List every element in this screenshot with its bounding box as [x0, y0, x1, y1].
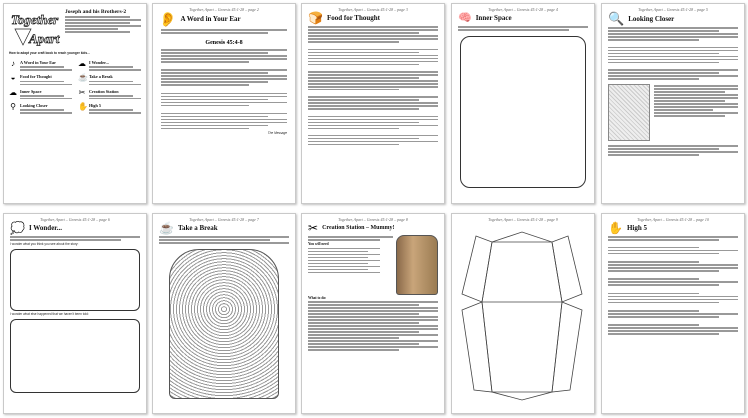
brain-icon: ☁	[9, 87, 17, 97]
passage-title: Genesis 45:4-8	[205, 39, 243, 46]
scissors-icon: ✂	[308, 221, 319, 235]
thought-icon: ☁	[78, 58, 86, 68]
bread-icon: 🍞	[308, 11, 323, 25]
page-title: High 5	[626, 224, 647, 232]
brain-icon: 🧠	[458, 12, 472, 24]
svg-text:Together: Together	[11, 12, 59, 27]
coffin-template	[452, 222, 594, 407]
illustration	[608, 84, 650, 141]
instructions-heading: What to do:	[308, 296, 327, 300]
page-title: Inner Space	[475, 14, 512, 22]
page-1[interactable]	[3, 3, 147, 204]
mummy-photo	[396, 235, 438, 295]
page-8[interactable]: Together, Apart – Genesis 45:1-28 – page 8 ✂ Creation Station – Mummy! You will need What to do:	[301, 213, 445, 414]
break-icon: ☕	[159, 221, 174, 235]
page-10[interactable]: Together, Apart – Genesis 45:1-28 – page 10 ✋ High 5	[601, 213, 745, 414]
wonder-prompt-1: I wonder what you think you see about the story:	[10, 242, 79, 247]
page-6[interactable]: Together, Apart – Genesis 45:1-28 – page 6 💭 I Wonder... I wonder what you think you see about the story: I wonder what else happened that we haven't been told:	[3, 213, 147, 414]
together-apart-logo	[9, 9, 61, 49]
answer-box-2[interactable]	[10, 319, 140, 393]
page-title: Joseph and his Brothers-2	[65, 9, 127, 15]
page-2[interactable]: Together, Apart – Genesis 45:1-28 – page 2 👂 A Word in Your Ear Genesis 45:4-8 The Message	[152, 3, 296, 204]
translation-credit: The Message	[267, 131, 287, 136]
adapt-intro: How to adapt your craft book to reach younger kids...	[9, 51, 90, 55]
toc-item: ☁ I Wonder...	[78, 60, 141, 72]
toc-item: ✋ High 5	[78, 103, 141, 115]
toc-item: ☕ Take a Break	[78, 74, 141, 86]
page-7[interactable]: Together, Apart – Genesis 45:1-28 – page 7 ☕ Take a Break	[152, 213, 296, 414]
toc-item: ✂ Creation Station	[78, 89, 141, 101]
toc-item: ♪ A Word in Your Ear	[9, 60, 72, 72]
wonder-prompt-2: I wonder what else happened that we haven't been told:	[10, 312, 89, 317]
thought-icon: 💭	[10, 221, 25, 235]
drawing-box[interactable]	[460, 36, 586, 188]
hand-icon: ✋	[78, 101, 88, 111]
page-3[interactable]: Together, Apart – Genesis 45:1-28 – page 3 🍞 Food for Thought	[301, 3, 445, 204]
magnifier-icon: ⚲	[10, 101, 16, 111]
page-title: I Wonder...	[28, 224, 63, 232]
page-9[interactable]: Together, Apart – Genesis 45:1-28 – page 9	[451, 213, 595, 414]
ear-icon: ♪	[11, 58, 15, 68]
creation-icon: ✂	[78, 87, 86, 97]
hand-icon: ✋	[608, 221, 623, 235]
page-5[interactable]: Together, Apart – Genesis 45:1-28 – page 5 🔍 Looking Closer	[601, 3, 745, 204]
magnifier-icon: 🔍	[608, 11, 625, 26]
svg-text:Apart: Apart	[29, 31, 60, 46]
answer-box-1[interactable]	[10, 249, 140, 311]
materials-heading: You will need	[308, 242, 329, 247]
break-icon: ☕	[78, 73, 88, 83]
page-4[interactable]: Together, Apart – Genesis 45:1-28 – page 4 🧠 Inner Space	[451, 3, 595, 204]
page-title: Looking Closer	[628, 14, 675, 23]
page-title: Creation Station – Mummy!	[322, 225, 395, 231]
toc-item: ☁ Inner Space	[9, 89, 72, 101]
toc-item: ◒ Food for Thought	[9, 74, 72, 86]
page-title: Food for Thought	[326, 14, 380, 22]
pharaoh-coloring-picture	[169, 249, 279, 399]
bread-icon: ◒	[10, 73, 16, 83]
ear-icon: 👂	[159, 11, 177, 27]
page-title: Take a Break	[177, 224, 218, 232]
page-title: A Word in Your Ear	[180, 15, 241, 23]
toc-item: ⚲ Looking Closer	[9, 103, 72, 115]
